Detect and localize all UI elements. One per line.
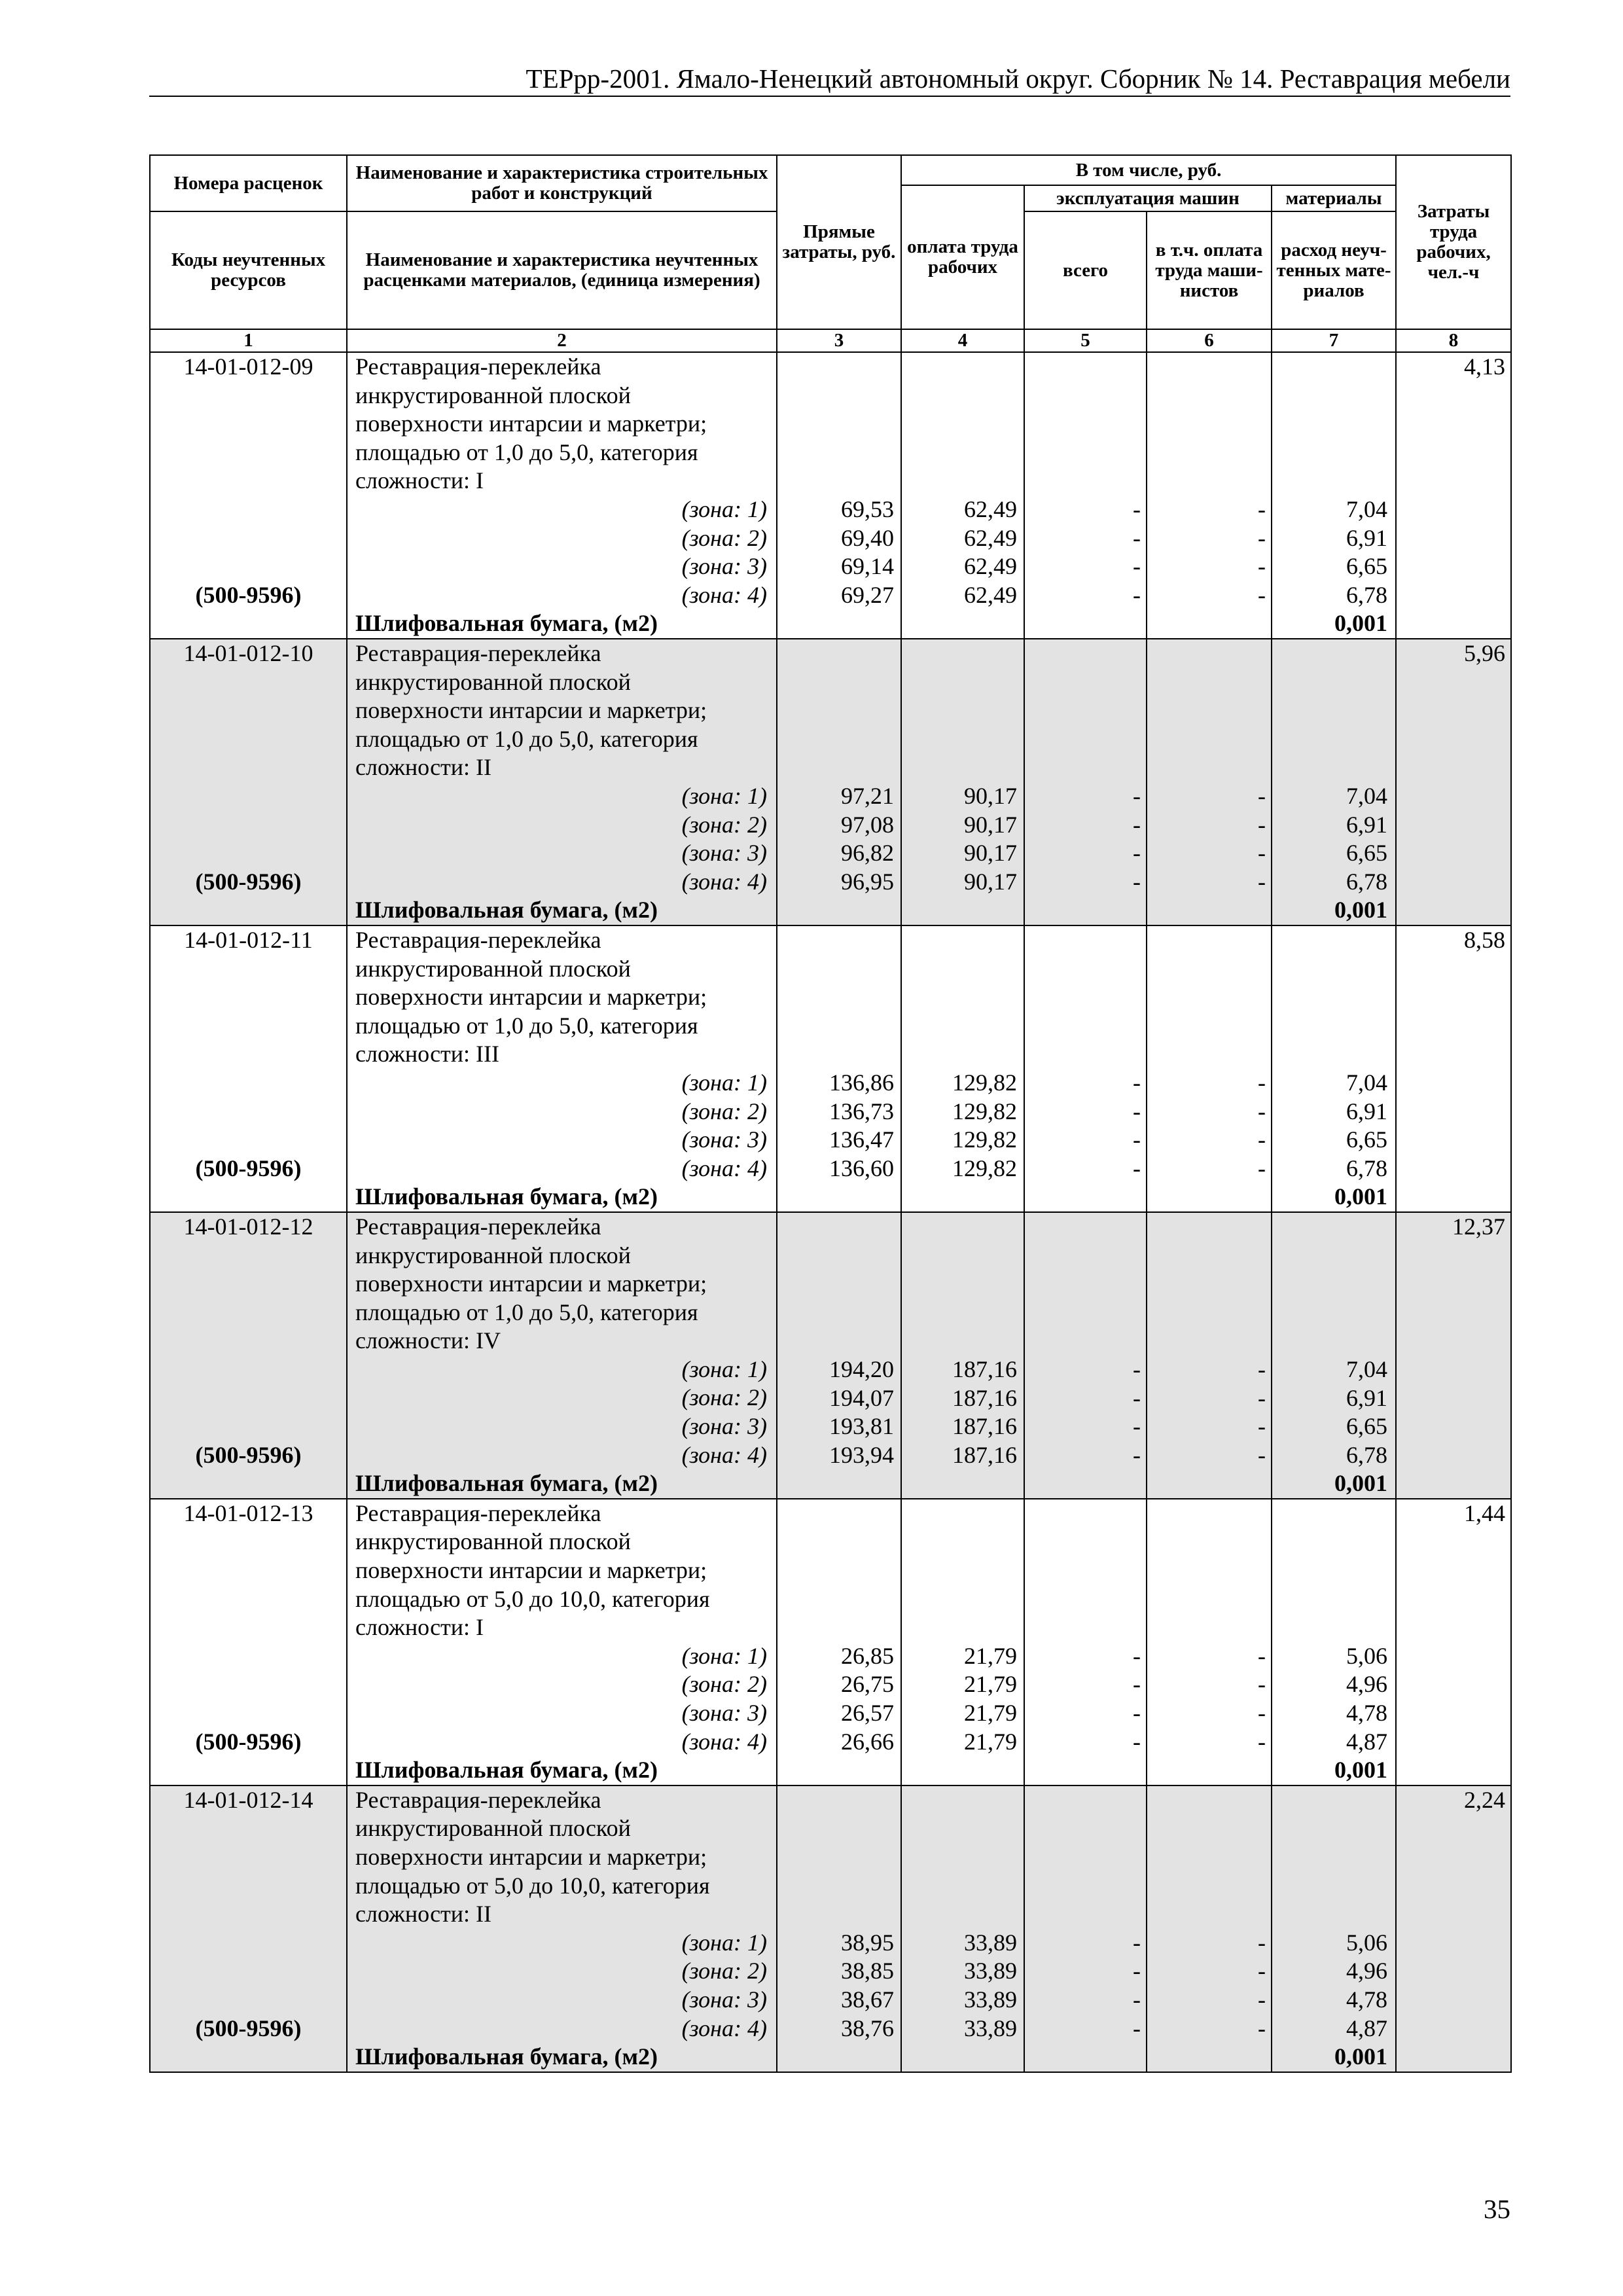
materials-value: 6,65 — [1346, 1413, 1388, 1440]
materials-value: 6,78 — [1346, 581, 1388, 608]
rate-code-cell — [150, 352, 347, 639]
rate-desc-line: поверхности интарсии и маркетри; — [355, 984, 707, 1011]
materials-value: 7,04 — [1346, 782, 1388, 809]
material-qty: 0,001 — [1334, 1183, 1388, 1210]
wages-value: 21,79 — [964, 1671, 1017, 1698]
machinery-cell — [1024, 352, 1147, 639]
header-machinery: эксплуатация машин — [1024, 185, 1272, 211]
zone-label: (зона: 2) — [681, 1958, 767, 1984]
machinery-wages-cell — [1147, 925, 1272, 1212]
rate-name-cell — [347, 925, 777, 1212]
materials-value: 4,87 — [1346, 2015, 1388, 2041]
zone-label: (зона: 3) — [681, 1700, 767, 1727]
direct-costs-cell — [777, 639, 901, 925]
rate-name-cell — [347, 639, 777, 925]
material-code: (500-9596) — [195, 581, 302, 608]
machinery-value: - — [1133, 811, 1141, 838]
materials-value: 6,91 — [1346, 524, 1388, 551]
direct-costs-value: 69,14 — [841, 553, 894, 580]
rate-desc-line: Реставрация-переклейка — [355, 353, 601, 380]
direct-costs-value: 97,21 — [841, 782, 894, 809]
direct-costs-cell — [777, 1212, 901, 1499]
wages-value: 90,17 — [964, 868, 1017, 895]
rate-desc-line: поверхности интарсии и маркетри; — [355, 697, 707, 724]
material-name: Шлифовальная бумага, (м2) — [355, 1470, 658, 1497]
page-number: 35 — [1484, 2194, 1510, 2224]
material-code: (500-9596) — [195, 2015, 302, 2041]
rate-desc-line: площадью от 5,0 до 10,0, категория — [355, 1872, 710, 1899]
wages-value: 187,16 — [952, 1384, 1017, 1411]
labor-cell — [1396, 352, 1511, 639]
rate-desc-line: сложности: I — [355, 1614, 484, 1641]
direct-costs-value: 97,08 — [841, 811, 894, 838]
rate-code: 14-01-012-13 — [183, 1499, 313, 1526]
machinery-value: - — [1133, 524, 1141, 551]
wages-cell — [901, 1499, 1024, 1785]
labor-cell — [1396, 925, 1511, 1212]
header-wages: оплата труда рабочих — [901, 185, 1024, 329]
machinery-value: - — [1133, 1441, 1141, 1468]
machinery-wages-cell — [1147, 352, 1272, 639]
machinery-cell — [1024, 1499, 1147, 1785]
labor-cell — [1396, 1785, 1511, 2072]
wages-value: 90,17 — [964, 840, 1017, 867]
direct-costs-value: 193,94 — [829, 1441, 894, 1468]
machinery-wages-value: - — [1258, 811, 1266, 838]
rate-desc-line: инкрустированной плоской — [355, 1815, 631, 1842]
machinery-value: - — [1133, 1986, 1141, 2013]
rate-desc-line: инкрустированной плоской — [355, 1242, 631, 1268]
rate-code-cell — [150, 1785, 347, 2072]
rate-desc-line: сложности: II — [355, 754, 492, 781]
rate-group — [150, 1499, 1511, 1785]
wages-value: 62,49 — [964, 496, 1017, 522]
zone-label: (зона: 3) — [681, 1986, 767, 2013]
zone-label: (зона: 3) — [681, 553, 767, 580]
machinery-value: - — [1133, 1929, 1141, 1956]
header-material-names: Наименование и характеристика неучтенных расценками материалов, (единица измерения) — [347, 211, 777, 329]
header-machinery-wages: в т.ч. оплата труда маши-нистов — [1147, 211, 1272, 329]
direct-costs-value: 38,67 — [841, 1986, 894, 2013]
wages-value: 62,49 — [964, 553, 1017, 580]
rate-desc-line: инкрустированной плоской — [355, 382, 631, 408]
header-machinery-total: всего — [1024, 211, 1147, 329]
machinery-wages-value: - — [1258, 1126, 1266, 1153]
wages-value: 62,49 — [964, 581, 1017, 608]
rates-table — [149, 154, 1512, 2073]
machinery-wages-value: - — [1258, 1384, 1266, 1411]
rate-name-cell — [347, 1785, 777, 2072]
zone-label: (зона: 2) — [681, 1671, 767, 1698]
machinery-value: - — [1133, 1413, 1141, 1440]
rate-desc-line: Реставрация-переклейка — [355, 639, 601, 666]
machinery-wages-value: - — [1258, 868, 1266, 895]
materials-value: 5,06 — [1346, 1642, 1388, 1669]
machinery-wages-value: - — [1258, 581, 1266, 608]
header-direct-costs: Прямые затраты, руб. — [777, 155, 901, 329]
machinery-wages-value: - — [1258, 782, 1266, 809]
wages-value: 187,16 — [952, 1441, 1017, 1468]
labor-cell — [1396, 1499, 1511, 1785]
running-head: ТЕРрр-2001. Ямало-Ненецкий автономный округ. Сборник № 14. Реставрация мебели — [149, 62, 1510, 97]
direct-costs-value: 136,47 — [829, 1126, 894, 1153]
machinery-value: - — [1133, 1155, 1141, 1181]
machinery-value: - — [1133, 1958, 1141, 1984]
direct-costs-value: 38,95 — [841, 1929, 894, 1956]
table-row — [150, 352, 1511, 639]
machinery-value: - — [1133, 1671, 1141, 1698]
machinery-wages-value: - — [1258, 1098, 1266, 1124]
wages-value: 33,89 — [964, 1986, 1017, 2013]
rate-desc-line: Реставрация-переклейка — [355, 1786, 601, 1813]
machinery-wages-cell — [1147, 1499, 1272, 1785]
rate-code-cell — [150, 925, 347, 1212]
rate-desc-line: инкрустированной плоской — [355, 668, 631, 695]
direct-costs-value: 69,53 — [841, 496, 894, 522]
table-row — [150, 1785, 1511, 2072]
rate-code: 14-01-012-11 — [184, 926, 313, 953]
rate-desc-line: инкрустированной плоской — [355, 955, 631, 982]
materials-value: 6,78 — [1346, 1441, 1388, 1468]
direct-costs-value: 136,86 — [829, 1069, 894, 1096]
wages-cell — [901, 925, 1024, 1212]
labor-cell — [1396, 639, 1511, 925]
machinery-cell — [1024, 1785, 1147, 2072]
direct-costs-value: 26,57 — [841, 1700, 894, 1727]
wages-value: 33,89 — [964, 1929, 1017, 1956]
materials-cell — [1272, 1499, 1396, 1785]
materials-value: 4,78 — [1346, 1986, 1388, 2013]
column-number: 4 — [901, 329, 1024, 352]
wages-cell — [901, 1212, 1024, 1499]
materials-value: 6,91 — [1346, 1098, 1388, 1124]
rate-desc-line: Реставрация-переклейка — [355, 1499, 601, 1526]
table-row — [150, 1499, 1511, 1785]
wages-value: 129,82 — [952, 1069, 1017, 1096]
zone-label: (зона: 4) — [681, 868, 767, 895]
material-code: (500-9596) — [195, 1155, 302, 1181]
rate-code: 14-01-012-14 — [183, 1786, 313, 1813]
machinery-value: - — [1133, 1126, 1141, 1153]
zone-label: (зона: 1) — [681, 1642, 767, 1669]
zone-label: (зона: 2) — [681, 1384, 767, 1411]
material-qty: 0,001 — [1334, 2043, 1388, 2070]
column-number: 1 — [150, 329, 347, 352]
machinery-value: - — [1133, 2015, 1141, 2041]
labor-cell — [1396, 1212, 1511, 1499]
rate-group — [150, 925, 1511, 1212]
wages-cell — [901, 639, 1024, 925]
rate-desc-line: поверхности интарсии и маркетри; — [355, 1270, 707, 1297]
wages-value: 129,82 — [952, 1098, 1017, 1124]
column-number: 5 — [1024, 329, 1147, 352]
column-number: 2 — [347, 329, 777, 352]
machinery-wages-value: - — [1258, 1642, 1266, 1669]
zone-label: (зона: 1) — [681, 495, 767, 522]
materials-cell — [1272, 352, 1396, 639]
machinery-value: - — [1133, 782, 1141, 809]
rate-desc-line: инкрустированной плоской — [355, 1528, 631, 1555]
zone-label: (зона: 2) — [681, 1098, 767, 1124]
rate-desc-line: площадью от 5,0 до 10,0, категория — [355, 1585, 710, 1612]
rate-code: 14-01-012-09 — [183, 353, 313, 380]
machinery-wages-value: - — [1258, 1929, 1266, 1956]
zone-label: (зона: 4) — [681, 581, 767, 608]
machinery-value: - — [1133, 840, 1141, 867]
machinery-value: - — [1133, 1700, 1141, 1727]
machinery-value: - — [1133, 1355, 1141, 1382]
header-materials: материалы — [1272, 185, 1396, 211]
rate-code-cell — [150, 1212, 347, 1499]
zone-label: (зона: 4) — [681, 1155, 767, 1181]
column-number: 6 — [1147, 329, 1272, 352]
material-code: (500-9596) — [195, 1441, 302, 1468]
machinery-wages-value: - — [1258, 1355, 1266, 1382]
header-resource-codes: Коды неучтенных ресурсов — [150, 211, 347, 329]
machinery-wages-value: - — [1258, 1671, 1266, 1698]
materials-cell — [1272, 925, 1396, 1212]
materials-value: 4,96 — [1346, 1671, 1388, 1698]
machinery-value: - — [1133, 1384, 1141, 1411]
machinery-wages-value: - — [1258, 496, 1266, 522]
rate-desc-line: площадью от 1,0 до 5,0, категория — [355, 439, 698, 465]
wages-value: 129,82 — [952, 1126, 1017, 1153]
header-work-name: Наименование и характеристика строительных работ и конструкций — [347, 155, 777, 211]
machinery-value: - — [1133, 581, 1141, 608]
material-qty: 0,001 — [1334, 1470, 1388, 1497]
wages-value: 21,79 — [964, 1700, 1017, 1727]
wages-value: 33,89 — [964, 1958, 1017, 1984]
table-header — [150, 155, 1511, 352]
machinery-wages-value: - — [1258, 840, 1266, 867]
material-name: Шлифовальная бумага, (м2) — [355, 1183, 658, 1210]
rate-desc-line: сложности: IV — [355, 1327, 501, 1354]
rate-code-cell — [150, 639, 347, 925]
material-name: Шлифовальная бумага, (м2) — [355, 897, 658, 924]
materials-value: 6,65 — [1346, 840, 1388, 867]
rate-desc-line: поверхности интарсии и маркетри; — [355, 1557, 707, 1584]
wages-value: 21,79 — [964, 1728, 1017, 1755]
zone-label: (зона: 3) — [681, 840, 767, 867]
column-number: 3 — [777, 329, 901, 352]
rate-code: 14-01-012-10 — [183, 639, 313, 666]
machinery-wages-value: - — [1258, 1958, 1266, 1984]
rate-name-cell — [347, 1499, 777, 1785]
rate-desc-line: сложности: III — [355, 1041, 500, 1067]
materials-cell — [1272, 1785, 1396, 2072]
column-number: 7 — [1272, 329, 1396, 352]
machinery-wages-value: - — [1258, 524, 1266, 551]
machinery-value: - — [1133, 1642, 1141, 1669]
wages-value: 21,79 — [964, 1642, 1017, 1669]
direct-costs-cell — [777, 1499, 901, 1785]
column-number: 8 — [1396, 329, 1511, 352]
direct-costs-cell — [777, 1785, 901, 2072]
machinery-value: - — [1133, 496, 1141, 522]
rate-name-cell — [347, 352, 777, 639]
direct-costs-value: 26,66 — [841, 1728, 894, 1755]
zone-label: (зона: 3) — [681, 1413, 767, 1440]
rate-group — [150, 1785, 1511, 2072]
materials-value: 7,04 — [1346, 1069, 1388, 1096]
materials-value: 6,65 — [1346, 1126, 1388, 1153]
zone-label: (зона: 1) — [681, 1929, 767, 1956]
machinery-wages-cell — [1147, 639, 1272, 925]
direct-costs-cell — [777, 352, 901, 639]
material-code: (500-9596) — [195, 1728, 302, 1755]
column-number-row — [150, 329, 1511, 352]
material-code: (500-9596) — [195, 868, 302, 895]
labor-value: 4,13 — [1464, 353, 1506, 380]
labor-value: 2,24 — [1464, 1786, 1506, 1813]
wages-value: 33,89 — [964, 2015, 1017, 2041]
machinery-cell — [1024, 639, 1147, 925]
material-qty: 0,001 — [1334, 1757, 1388, 1784]
machinery-cell — [1024, 925, 1147, 1212]
machinery-value: - — [1133, 868, 1141, 895]
machinery-wages-value: - — [1258, 1155, 1266, 1181]
header-labor: Затраты труда рабочих, чел.-ч — [1396, 155, 1511, 329]
material-name: Шлифовальная бумага, (м2) — [355, 1757, 658, 1784]
machinery-wages-value: - — [1258, 1986, 1266, 2013]
machinery-value: - — [1133, 1098, 1141, 1124]
wages-value: 90,17 — [964, 811, 1017, 838]
wages-value: 129,82 — [952, 1155, 1017, 1181]
machinery-value: - — [1133, 553, 1141, 580]
rate-group — [150, 1212, 1511, 1499]
direct-costs-cell — [777, 925, 901, 1212]
zone-label: (зона: 1) — [681, 1355, 767, 1382]
materials-value: 6,65 — [1346, 553, 1388, 580]
rate-group — [150, 639, 1511, 925]
direct-costs-value: 96,95 — [841, 868, 894, 895]
direct-costs-value: 194,20 — [829, 1355, 894, 1382]
rate-desc-line: площадью от 1,0 до 5,0, категория — [355, 725, 698, 752]
materials-value: 7,04 — [1346, 496, 1388, 522]
zone-label: (зона: 3) — [681, 1126, 767, 1153]
zone-label: (зона: 2) — [681, 811, 767, 838]
direct-costs-value: 136,60 — [829, 1155, 894, 1181]
machinery-wages-value: - — [1258, 1700, 1266, 1727]
materials-value: 4,96 — [1346, 1958, 1388, 1984]
labor-value: 5,96 — [1464, 639, 1506, 666]
direct-costs-value: 194,07 — [829, 1384, 894, 1411]
zone-label: (зона: 2) — [681, 524, 767, 551]
direct-costs-value: 26,75 — [841, 1671, 894, 1698]
header-material-consumption: расход неуч-тенных мате-риалов — [1272, 211, 1396, 329]
materials-value: 4,78 — [1346, 1700, 1388, 1727]
wages-value: 187,16 — [952, 1355, 1017, 1382]
machinery-value: - — [1133, 1728, 1141, 1755]
direct-costs-value: 38,76 — [841, 2015, 894, 2041]
table-row — [150, 925, 1511, 1212]
rate-desc-line: сложности: II — [355, 1901, 492, 1928]
machinery-wages-value: - — [1258, 1441, 1266, 1468]
materials-value: 7,04 — [1346, 1355, 1388, 1382]
labor-value: 12,37 — [1452, 1213, 1506, 1240]
zone-label: (зона: 4) — [681, 2015, 767, 2041]
wages-value: 62,49 — [964, 524, 1017, 551]
rate-desc-line: площадью от 1,0 до 5,0, категория — [355, 1299, 698, 1325]
material-qty: 0,001 — [1334, 897, 1388, 924]
wages-value: 90,17 — [964, 782, 1017, 809]
machinery-value: - — [1133, 1069, 1141, 1096]
direct-costs-value: 96,82 — [841, 840, 894, 867]
machinery-wages-value: - — [1258, 553, 1266, 580]
table-row — [150, 639, 1511, 925]
labor-value: 8,58 — [1464, 926, 1506, 953]
rate-desc-line: поверхности интарсии и маркетри; — [355, 410, 707, 437]
rate-desc-line: Реставрация-переклейка — [355, 926, 601, 953]
materials-value: 6,91 — [1346, 1384, 1388, 1411]
material-name: Шлифовальная бумага, (м2) — [355, 2043, 658, 2070]
header-rate-numbers: Номера расценок — [150, 155, 347, 211]
machinery-cell — [1024, 1212, 1147, 1499]
direct-costs-value: 38,85 — [841, 1958, 894, 1984]
material-qty: 0,001 — [1334, 610, 1388, 637]
machinery-wages-value: - — [1258, 1728, 1266, 1755]
wages-cell — [901, 352, 1024, 639]
materials-cell — [1272, 1212, 1396, 1499]
machinery-wages-value: - — [1258, 1069, 1266, 1096]
rate-code: 14-01-012-12 — [183, 1213, 313, 1240]
direct-costs-value: 136,73 — [829, 1098, 894, 1124]
rate-desc-line: сложности: I — [355, 467, 484, 494]
labor-value: 1,44 — [1464, 1499, 1506, 1526]
rate-code-cell — [150, 1499, 347, 1785]
header-including: В том числе, руб. — [901, 155, 1396, 185]
zone-label: (зона: 4) — [681, 1728, 767, 1755]
rate-desc-line: поверхности интарсии и маркетри; — [355, 1844, 707, 1871]
wages-cell — [901, 1785, 1024, 2072]
rate-desc-line: Реставрация-переклейка — [355, 1213, 601, 1240]
materials-value: 4,87 — [1346, 1728, 1388, 1755]
rate-desc-line: площадью от 1,0 до 5,0, категория — [355, 1012, 698, 1039]
direct-costs-value: 69,40 — [841, 524, 894, 551]
materials-cell — [1272, 639, 1396, 925]
materials-value: 6,78 — [1346, 868, 1388, 895]
table-row — [150, 1212, 1511, 1499]
rate-group — [150, 352, 1511, 639]
machinery-wages-cell — [1147, 1785, 1272, 2072]
direct-costs-value: 193,81 — [829, 1413, 894, 1440]
direct-costs-value: 69,27 — [841, 581, 894, 608]
rate-name-cell — [347, 1212, 777, 1499]
materials-value: 5,06 — [1346, 1929, 1388, 1956]
wages-value: 187,16 — [952, 1413, 1017, 1440]
materials-value: 6,91 — [1346, 811, 1388, 838]
zone-label: (зона: 4) — [681, 1441, 767, 1468]
machinery-wages-value: - — [1258, 2015, 1266, 2041]
machinery-wages-cell — [1147, 1212, 1272, 1499]
materials-value: 6,78 — [1346, 1155, 1388, 1181]
zone-label: (зона: 1) — [681, 1069, 767, 1096]
machinery-wages-value: - — [1258, 1413, 1266, 1440]
zone-label: (зона: 1) — [681, 782, 767, 809]
direct-costs-value: 26,85 — [841, 1642, 894, 1669]
material-name: Шлифовальная бумага, (м2) — [355, 610, 658, 637]
